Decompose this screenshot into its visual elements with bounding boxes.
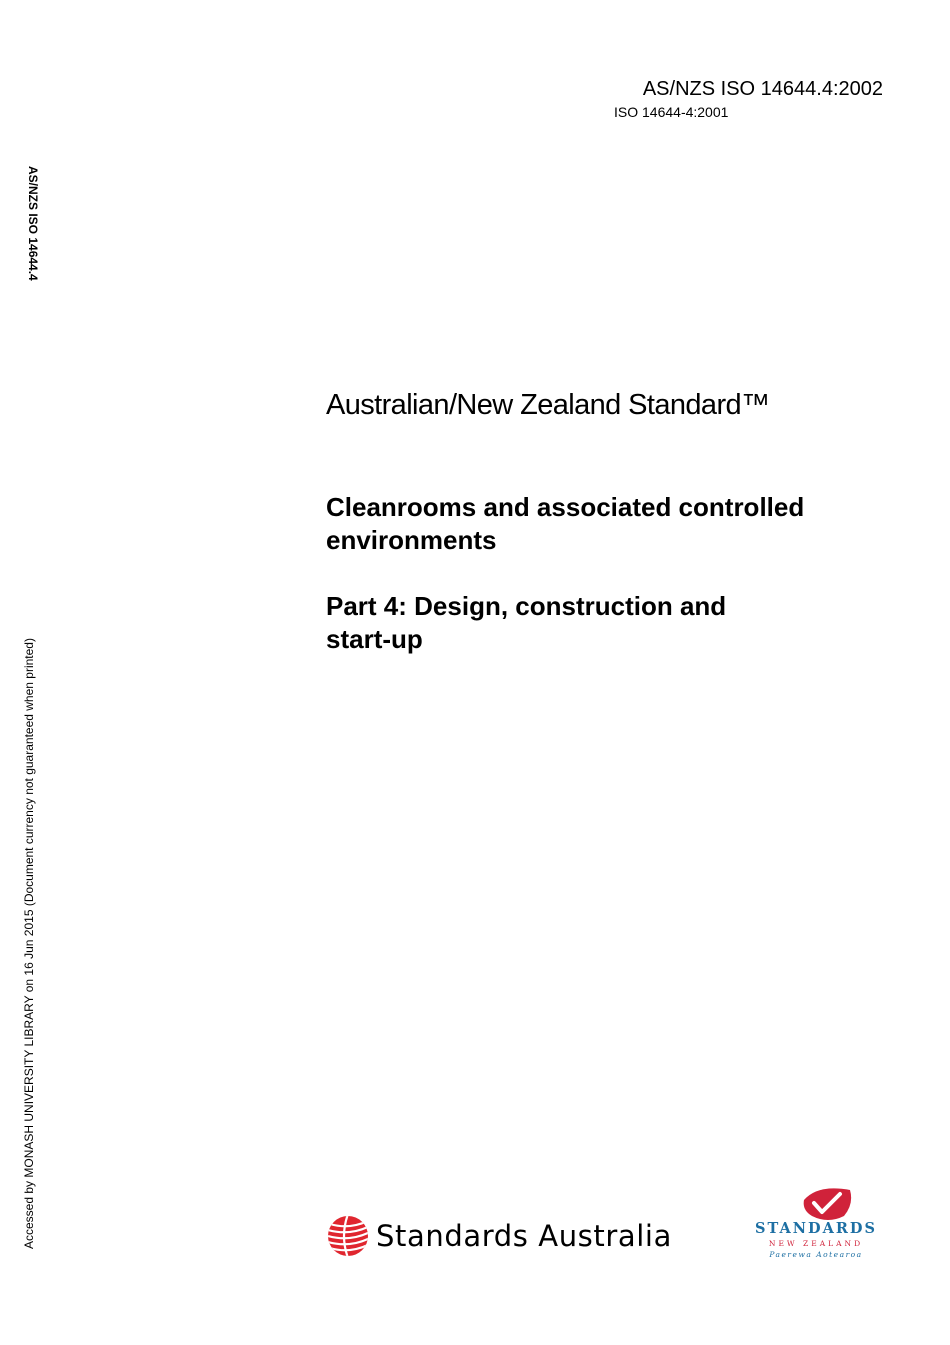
standards-australia-logo [326, 1214, 672, 1258]
document-title [326, 491, 886, 557]
standards-australia-wordmark: Standards Australia [376, 1219, 672, 1253]
standards-new-zealand-logo [748, 1186, 884, 1264]
part-title [326, 590, 886, 656]
standards-nz-subtitle: NEW ZEALAND [768, 1239, 864, 1248]
iso-number: ISO 14644-4:2001 [614, 104, 729, 120]
standard-type-heading: Australian/New Zealand Standard™ [326, 389, 770, 421]
access-note: Accessed by MONASH UNIVERSITY LIBRARY on 16 Jun 2015 (Document currency not guaranteed when printed) [22, 638, 36, 1249]
standards-australia-globe-icon [326, 1214, 370, 1258]
standards-nz-tick-icon [748, 1186, 884, 1222]
standards-nz-wordmark: STANDARDS [755, 1220, 877, 1237]
standards-nz-maori-subtitle: Paerewa Aotearoa [769, 1250, 863, 1259]
title-line-1: Cleanrooms and associated controlled [326, 492, 805, 522]
document-number: AS/NZS ISO 14644.4:2002 [642, 78, 883, 100]
spine-label: AS/NZS ISO 14644.4 [26, 166, 40, 281]
part-line-1: Part 4: Design, construction and [326, 591, 727, 621]
part-line-2: start-up [326, 624, 423, 654]
title-line-2: environments [326, 525, 497, 555]
